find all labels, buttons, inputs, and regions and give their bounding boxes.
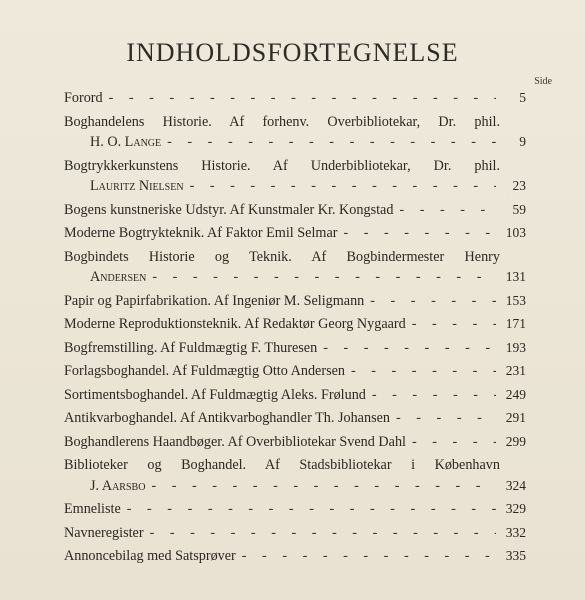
toc-entry-title: Bogbindets Historie og Teknik. Af Bogbindermester Henry — [64, 248, 500, 265]
toc-page-number: 103 — [505, 225, 526, 240]
dot-leader — [152, 267, 496, 288]
dot-leader — [242, 546, 496, 567]
toc-entry — [64, 385, 526, 406]
toc-page-number: 329 — [505, 501, 526, 516]
dot-leader — [109, 88, 496, 109]
toc-entry — [64, 408, 526, 429]
toc-entry — [64, 223, 526, 244]
toc-entry — [64, 499, 526, 520]
toc-entry — [64, 291, 526, 312]
dot-leader — [343, 223, 496, 244]
toc-entry-title: Moderne Reproduktionsteknik. Af Redaktør Georg Nygaard — [64, 316, 406, 332]
dot-leader — [396, 408, 496, 429]
dot-leader — [151, 476, 496, 497]
toc-page-number: 5 — [519, 90, 526, 105]
page-title: INDHOLDSFORTEGNELSE — [126, 38, 459, 67]
toc-entry-title: Navneregister — [64, 524, 144, 541]
toc-entry-author: Andersen — [90, 269, 147, 285]
toc-entry-title: Bogtrykkerkunstens Historie. Af Underbibliotekar, Dr. phil. — [64, 157, 500, 174]
toc-entry-title: Emneliste — [64, 501, 121, 517]
toc-entry-title: Papir og Papirfabrikation. Af Ingeniør M. Seligmann — [64, 292, 365, 309]
toc-entry-title: Biblioteker og Boghandel. Af Stadsbibliotekar i København — [64, 457, 500, 473]
toc-page-number: 131 — [505, 269, 526, 284]
toc-page-number: 324 — [505, 477, 526, 493]
toc-entry-title: Annoncebilag med Satsprøver — [64, 548, 236, 564]
toc-entry-title: Bogfremstilling. Af Fuldmægtig F. Thuresen — [64, 339, 318, 356]
toc-page-number: 59 — [512, 201, 526, 217]
toc-page-number: 23 — [512, 178, 526, 193]
side-column-label: Side — [534, 76, 552, 87]
toc-entry — [64, 523, 526, 544]
toc-page-number: 171 — [505, 316, 526, 331]
toc-entry-title: Boghandlerens Haandbøger. Af Overbibliotekar Svend Dahl — [64, 433, 406, 450]
dot-leader — [351, 361, 496, 382]
toc-page-number: 153 — [505, 292, 526, 308]
toc-page-number: 335 — [505, 548, 526, 563]
dot-leader — [370, 291, 496, 312]
toc-entry-title: Antikvarboghandel. Af Antikvarboghandler Th. Johansen — [64, 410, 390, 426]
toc-entry-title: Sortimentsboghandel. Af Fuldmægtig Aleks. Frølund — [64, 386, 366, 403]
toc-entry-title: Moderne Bogtrykteknik. Af Faktor Emil Selmar — [64, 225, 338, 241]
toc-entry-author: J. Aarsbo — [90, 477, 146, 494]
toc-entry — [64, 546, 526, 567]
toc-entry — [64, 338, 526, 359]
toc-entry — [64, 247, 526, 288]
toc-page-number: 291 — [505, 410, 526, 425]
toc-entry-author: H. O. Lange — [90, 134, 162, 150]
toc-entry — [64, 314, 526, 335]
toc-entry-title: Forlagsboghandel. Af Fuldmægtig Otto Andersen — [64, 363, 345, 379]
toc-entry-title: Bogens kunstneriske Udstyr. Af Kunstmaler Kr. Kongstad — [64, 201, 394, 218]
toc-entry-author: Lauritz Nielsen — [90, 178, 184, 194]
dot-leader — [412, 314, 496, 335]
toc-entry-title: Forord — [64, 90, 103, 106]
dot-leader — [323, 338, 496, 359]
toc-page-number: 193 — [505, 339, 526, 355]
toc-entry — [64, 455, 526, 496]
toc-page-number: 249 — [505, 386, 526, 402]
dot-leader — [190, 176, 496, 197]
dot-leader — [412, 432, 496, 453]
toc-entry — [64, 432, 526, 453]
toc-page-number: 332 — [505, 524, 526, 540]
dot-leader — [399, 200, 496, 221]
toc-page-number: 9 — [519, 134, 526, 149]
toc-page-number: 299 — [505, 433, 526, 449]
toc-entry — [64, 156, 526, 197]
toc-entry — [64, 112, 526, 153]
toc-page-number: 231 — [505, 363, 526, 378]
toc-entry — [64, 200, 526, 221]
dot-leader — [127, 499, 496, 520]
dot-leader — [167, 132, 496, 153]
table-of-contents — [64, 88, 526, 570]
dot-leader — [150, 523, 496, 544]
toc-entry — [64, 88, 526, 109]
toc-entry — [64, 361, 526, 382]
toc-entry-title: Boghandelens Historie. Af forhenv. Overbibliotekar, Dr. phil. — [64, 113, 500, 130]
dot-leader — [372, 385, 496, 406]
